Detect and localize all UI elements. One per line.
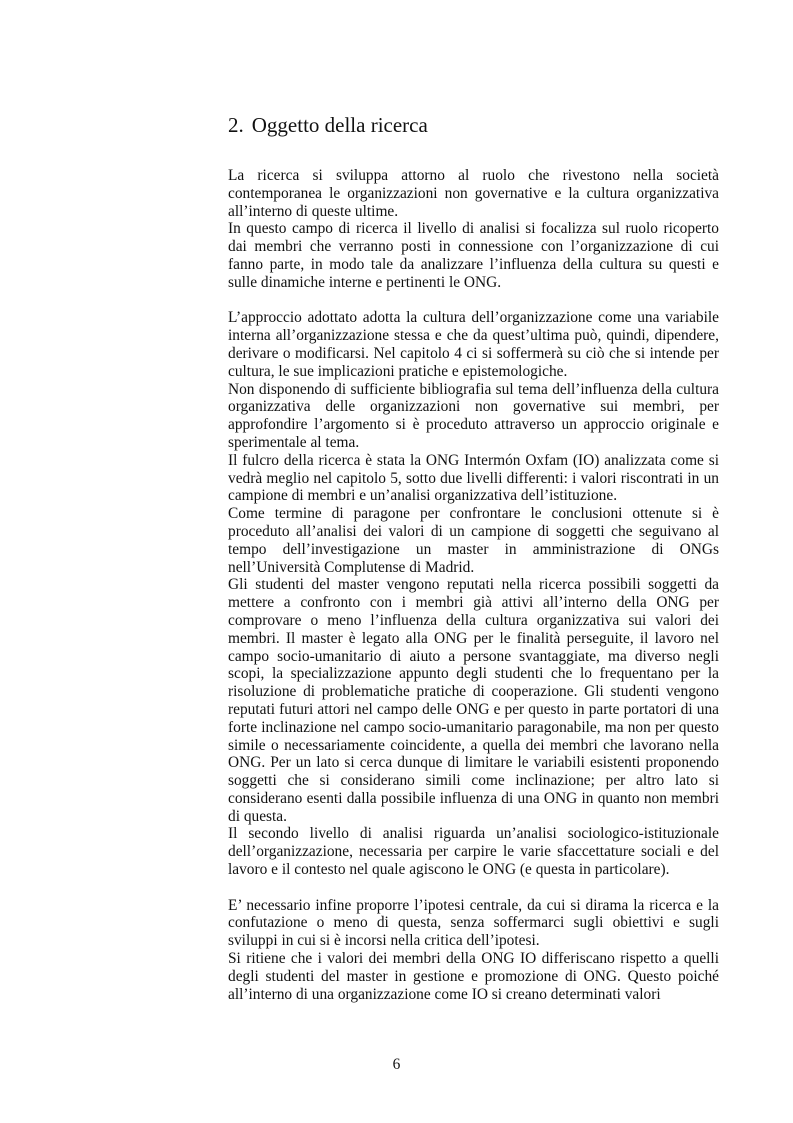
paragraph: Gli studenti del master vengono reputati nella ricerca possibili soggetti da mettere a confronto con i membri già attivi all’interno della ONG per comprovare o meno l’influenza della cultura organizzativa sui valori dei membri. Il master è legato alla ONG per le finalità perseguite, il lavoro nel campo socio-umanitario di aiuto a persone svantaggiate, ma diverso negli scopi, la specializzazione appunto degli studenti che lo frequentano per la risoluzione di problematiche pratiche di cooperazione. Gli studenti vengono reputati futuri attori nel campo delle ONG e per questo in parte portatori di una forte inclinazione nel campo socio-umanitario paragonabile, ma non per questo simile o necessariamente coincidente, a quella dei membri che lavorano nella ONG. Per un lato si cerca dunque di limitare le variabili esistenti proponendo soggetti che si considerano simili come inclinazione; per altro lato si considerano esenti dalla possibile influenza di una ONG in quanto non membri di questa.: [228, 576, 719, 825]
section-number: 2.: [228, 113, 244, 137]
paragraph: Si ritiene che i valori dei membri della ONG IO differiscano rispetto a quelli degli studenti del master in gestione e promozione di ONG. Questo poiché all’interno di una organizzazione come IO si creano determinati valori: [228, 950, 719, 1003]
paragraph: L’approccio adottato adotta la cultura dell’organizzazione come una variabile interna all’organizzazione stessa e che da quest’ultima può, quindi, dipendere, derivare o modificarsi. Nel capitolo 4 ci si soffermerà su ciò che si intende per cultura, le sue implicazioni pratiche e epistemologiche.: [228, 309, 719, 380]
paragraph: Come termine di paragone per confrontare le conclusioni ottenute si è proceduto all’analisi dei valori di un campione di soggetti che seguivano al tempo dell’investigazione un master in amministrazione di ONGs nell’Università Complutense di Madrid.: [228, 505, 719, 576]
paragraph: In questo campo di ricerca il livello di analisi si focalizza sul ruolo ricoperto dai membri che verranno posti in connessione con l’organizzazione di cui fanno parte, in modo tale da analizzare l’influenza della cultura su questi e sulle dinamiche interne e pertinenti le ONG.: [228, 220, 719, 291]
paragraph: Il secondo livello di analisi riguarda un’analisi sociologico-istituzionale dell’organizzazione, necessaria per carpire le varie sfaccettature sociali e del lavoro e il contesto nel quale agiscono le ONG (e questa in particolare).: [228, 825, 719, 879]
paragraph: Non disponendo di sufficiente bibliografia sul tema dell’influenza della cultura organizzativa delle organizzazioni non governative sui membri, per approfondire l’argomento si è proceduto attraverso un approccio originale e sperimentale al tema.: [228, 380, 719, 451]
page-number: 6: [392, 1056, 401, 1073]
section-heading: [228, 111, 428, 139]
paragraph: E’ necessario infine proporre l’ipotesi centrale, da cui si dirama la ricerca e la confutazione o meno di questa, senza soffermarci sugli obiettivi e sugli sviluppi in cui si è incorsi nella critica dell’ipotesi.: [228, 896, 719, 950]
paragraph: La ricerca si sviluppa attorno al ruolo che rivestono nella società contemporanea le organizzazioni non governative e la cultura organizzativa all’interno di queste ultime.: [228, 167, 719, 220]
section-title: Oggetto della ricerca: [251, 113, 428, 137]
paragraph: Il fulcro della ricerca è stata la ONG Intermón Oxfam (IO) analizzata come si vedrà meglio nel capitolo 5, sotto due livelli differenti: i valori riscontrati in un campione di membri e un’analisi organizzativa dell’istituzione.: [228, 451, 719, 505]
body-text: [228, 167, 719, 1003]
